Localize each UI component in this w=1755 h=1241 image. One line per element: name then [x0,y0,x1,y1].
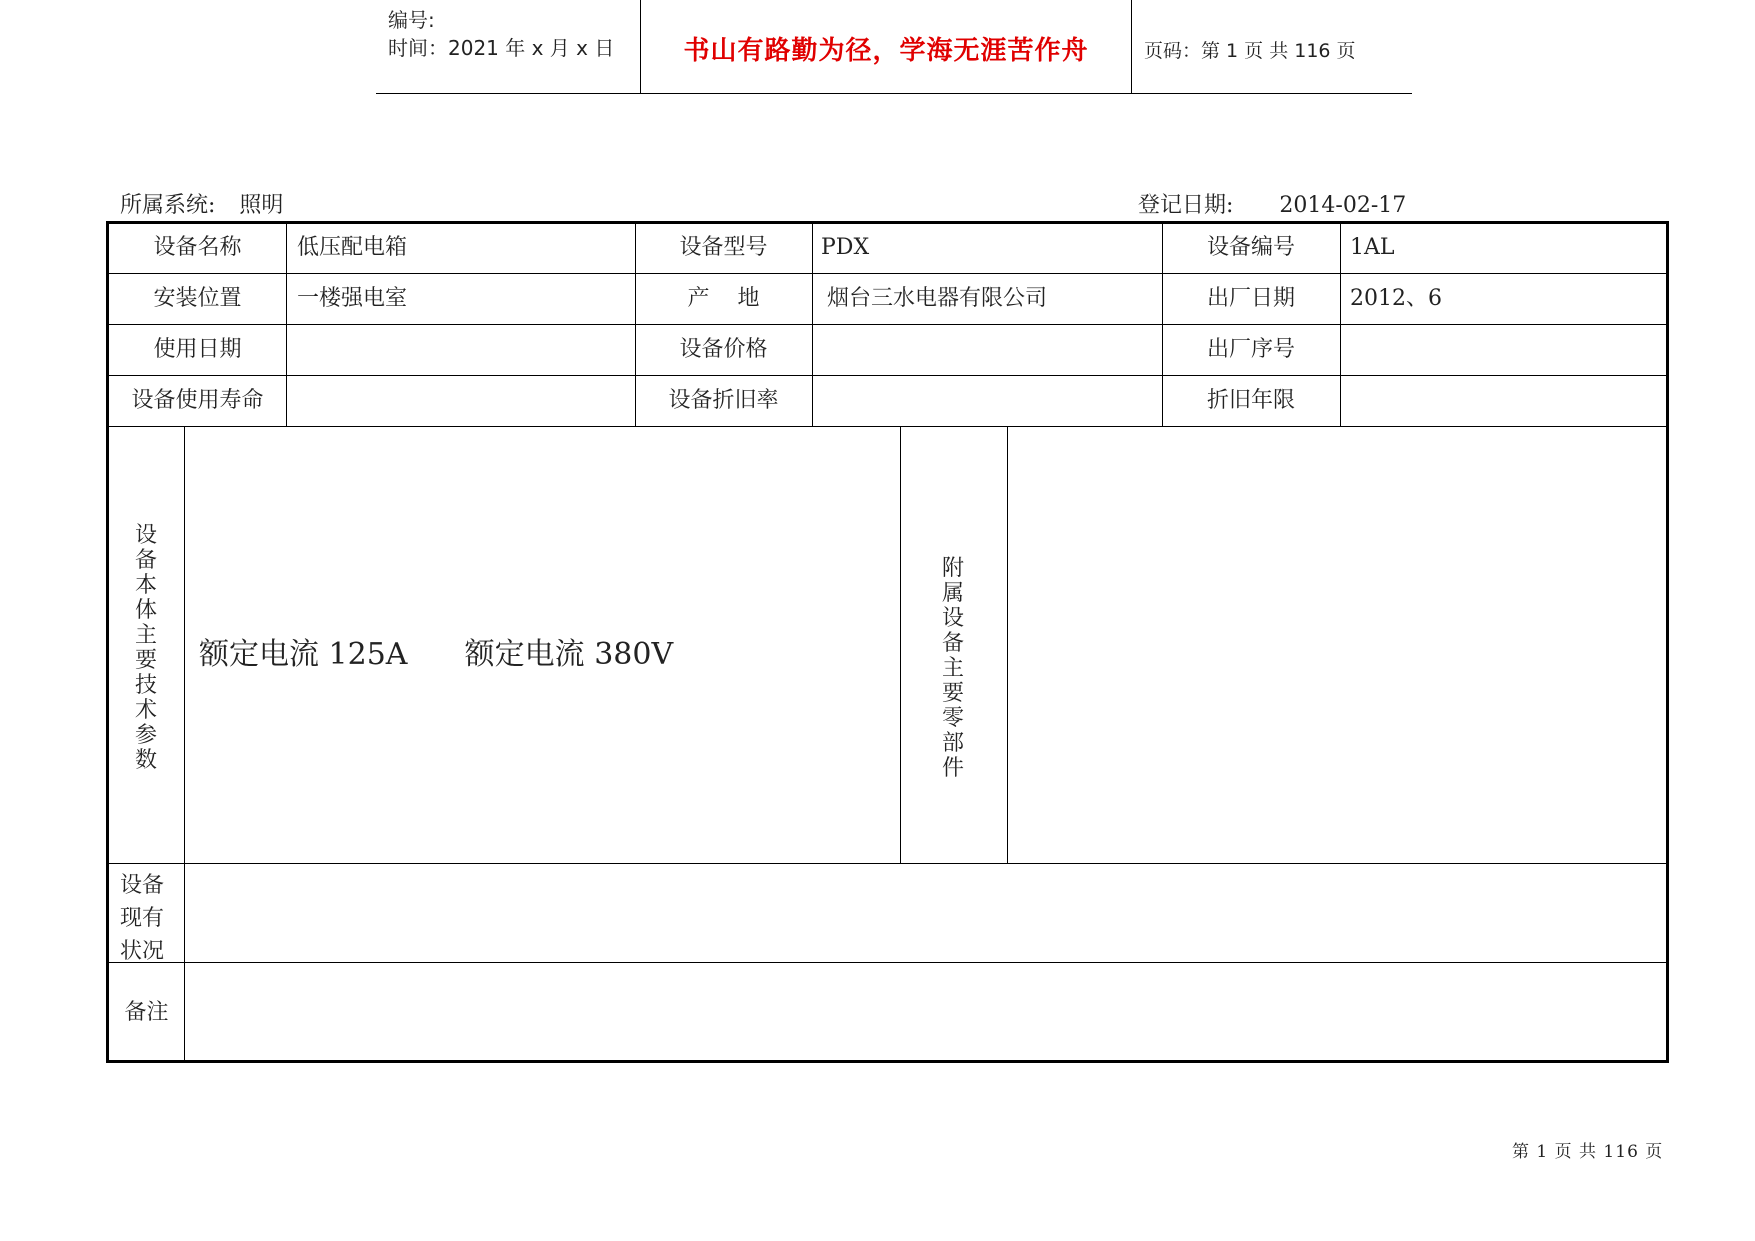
system-field [120,188,283,219]
current-status-label: 设备现有状况 [119,873,164,964]
remarks-label: 备注 [124,1000,169,1025]
depreciation-rate-label: 设备折旧率 [668,388,779,413]
equipment-registration-form [106,221,1669,1063]
page-header [376,0,1412,94]
page-footer: 第 1 页 共 116 页 [1512,1142,1664,1162]
service-life-label: 设备使用寿命 [131,388,264,413]
registration-date-value: 2014-02-17 [1279,193,1407,218]
origin-label: 产 地 [687,286,760,311]
header-motto-cell [641,0,1132,93]
manufacture-date-value: 2012、6 [1350,286,1442,311]
equipment-price-label: 设备价格 [679,337,768,362]
equipment-model-value: PDX [821,235,870,260]
registration-date-label: 登记日期: [1138,193,1234,218]
equipment-name-label: 设备名称 [153,235,242,260]
header-page-info: 页码：第 1 页 共 116 页 [1144,40,1356,62]
install-location-value: 一楼强电室 [297,286,408,311]
manufacture-date-label: 出厂日期 [1206,286,1295,311]
equipment-number-value: 1AL [1350,235,1395,260]
equipment-name-value: 低压配电箱 [297,235,408,260]
system-value: 照明 [239,193,284,218]
main-params-label: 设备本体主要技术参数 [134,523,157,773]
depreciation-years-label: 折旧年限 [1206,388,1295,413]
install-location-label: 安装位置 [153,286,242,311]
document-time-label: 时间：2021 年 x 月 x 日 [388,36,615,60]
header-page-cell [1132,0,1412,93]
header-motto: 书山有路勤为径，学海无涯苦作舟 [683,36,1089,66]
header-left-cell [376,0,641,93]
system-label: 所属系统: [120,193,216,218]
document-number-label: 编号: [388,8,435,32]
accessory-parts-label: 附属设备主要零部件 [941,556,964,781]
origin-value: 烟台三水电器有限公司 [827,286,1048,311]
equipment-number-label: 设备编号 [1206,235,1295,260]
serial-number-label: 出厂序号 [1206,337,1295,362]
equipment-model-label: 设备型号 [679,235,768,260]
registration-date-field [1138,188,1406,219]
use-date-label: 使用日期 [153,337,242,362]
main-params-value: 额定电流 125A 额定电流 380V [199,637,674,672]
